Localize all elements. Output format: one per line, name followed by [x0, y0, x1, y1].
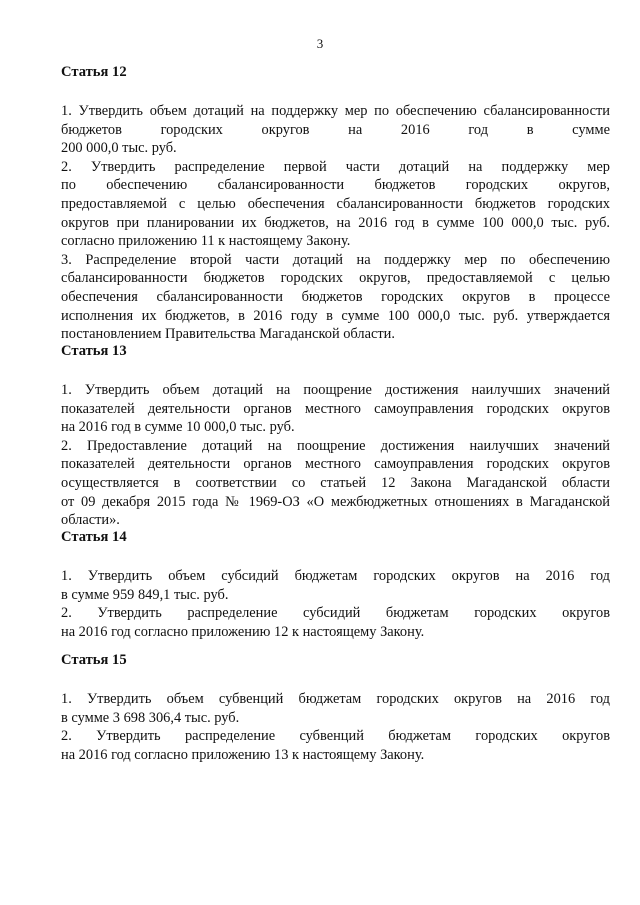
text-line: на 2016 год согласно приложению 12 к настоящему Закону. — [61, 623, 425, 640]
article-15 — [61, 651, 610, 764]
text-line: 1. Утвердить объем дотаций на поддержку мер по обеспечению сбалансированности — [61, 103, 610, 119]
article-12 — [61, 63, 610, 344]
text-line: 1. Утвердить объем субвенций бюджетам городских округов на 2016 год — [61, 691, 610, 707]
text-line: от 09 декабря 2015 года № 1969-ОЗ «О межбюджетных отношениях в Магаданской — [61, 493, 610, 510]
paragraph — [61, 690, 610, 727]
article-heading: Статья 14 — [61, 529, 127, 545]
text-line: предоставляемой с целью обеспечения сбалансированности бюджетов городских — [61, 195, 610, 212]
text-line: округов при планировании их бюджетов, на 2016 год в сумме 100 000,0 тыс. руб. — [61, 214, 610, 231]
text-line: бюджетов городских округов на 2016 год в сумме — [61, 121, 610, 138]
page-number: 3 — [316, 36, 324, 51]
paragraph — [61, 158, 610, 251]
text-line: 2. Предоставление дотаций на поощрение достижения наилучших значений — [61, 437, 610, 454]
text-line: исполнения их бюджетов, в 2016 году в сумме 100 000,0 тыс. руб. утверждается — [61, 307, 610, 324]
text-line: в сумме 959 849,1 тыс. руб. — [61, 586, 229, 603]
text-line: в сумме 3 698 306,4 тыс. руб. — [61, 709, 240, 726]
text-line: постановлением Правительства Магаданской области. — [61, 326, 395, 343]
paragraph — [61, 381, 610, 437]
text-line: показателей деятельности органов местного самоуправления городских округов — [61, 456, 610, 473]
paragraph — [61, 567, 610, 604]
text-line: 3. Распределение второй части дотаций на поддержку мер по обеспечению — [61, 251, 610, 268]
paragraph — [61, 102, 610, 158]
text-line: согласно приложению 11 к настоящему Закону. — [61, 233, 351, 250]
paragraph — [61, 251, 610, 344]
text-line: на 2016 год согласно приложению 13 к настоящему Закону. — [61, 746, 425, 763]
paragraph — [61, 727, 610, 764]
article-13 — [61, 342, 610, 530]
article-heading: Статья 15 — [61, 652, 127, 668]
text-line: показателей деятельности органов местного самоуправления городских округов — [61, 400, 610, 417]
text-line: 2. Утвердить распределение первой части дотаций на поддержку мер — [61, 158, 610, 175]
text-line: по обеспечению сбалансированности бюджетов городских округов, — [61, 177, 610, 194]
article-14 — [61, 528, 610, 641]
article-heading: Статья 12 — [61, 64, 127, 80]
text-line: области». — [61, 512, 120, 529]
text-line: 2. Утвердить распределение субсидий бюджетам городских округов — [61, 605, 610, 622]
text-line: на 2016 год в сумме 10 000,0 тыс. руб. — [61, 419, 295, 436]
text-line: 1. Утвердить объем дотаций на поощрение достижения наилучших значений — [61, 382, 610, 398]
text-line: сбалансированности бюджетов городских округов, предоставляемой с целью — [61, 270, 610, 287]
text-line: обеспечения сбалансированности бюджетов городских округов в процессе — [61, 288, 610, 305]
paragraph — [61, 604, 610, 641]
text-line: 1. Утвердить объем субсидий бюджетам городских округов на 2016 год — [61, 568, 610, 584]
article-heading: Статья 13 — [61, 343, 127, 359]
paragraph — [61, 437, 610, 530]
text-line: 200 000,0 тыс. руб. — [61, 140, 177, 157]
text-line: 2. Утвердить распределение субвенций бюджетам городских округов — [61, 728, 610, 745]
text-line: осуществляется в соответствии со статьей 12 Закона Магаданской области — [61, 474, 610, 491]
